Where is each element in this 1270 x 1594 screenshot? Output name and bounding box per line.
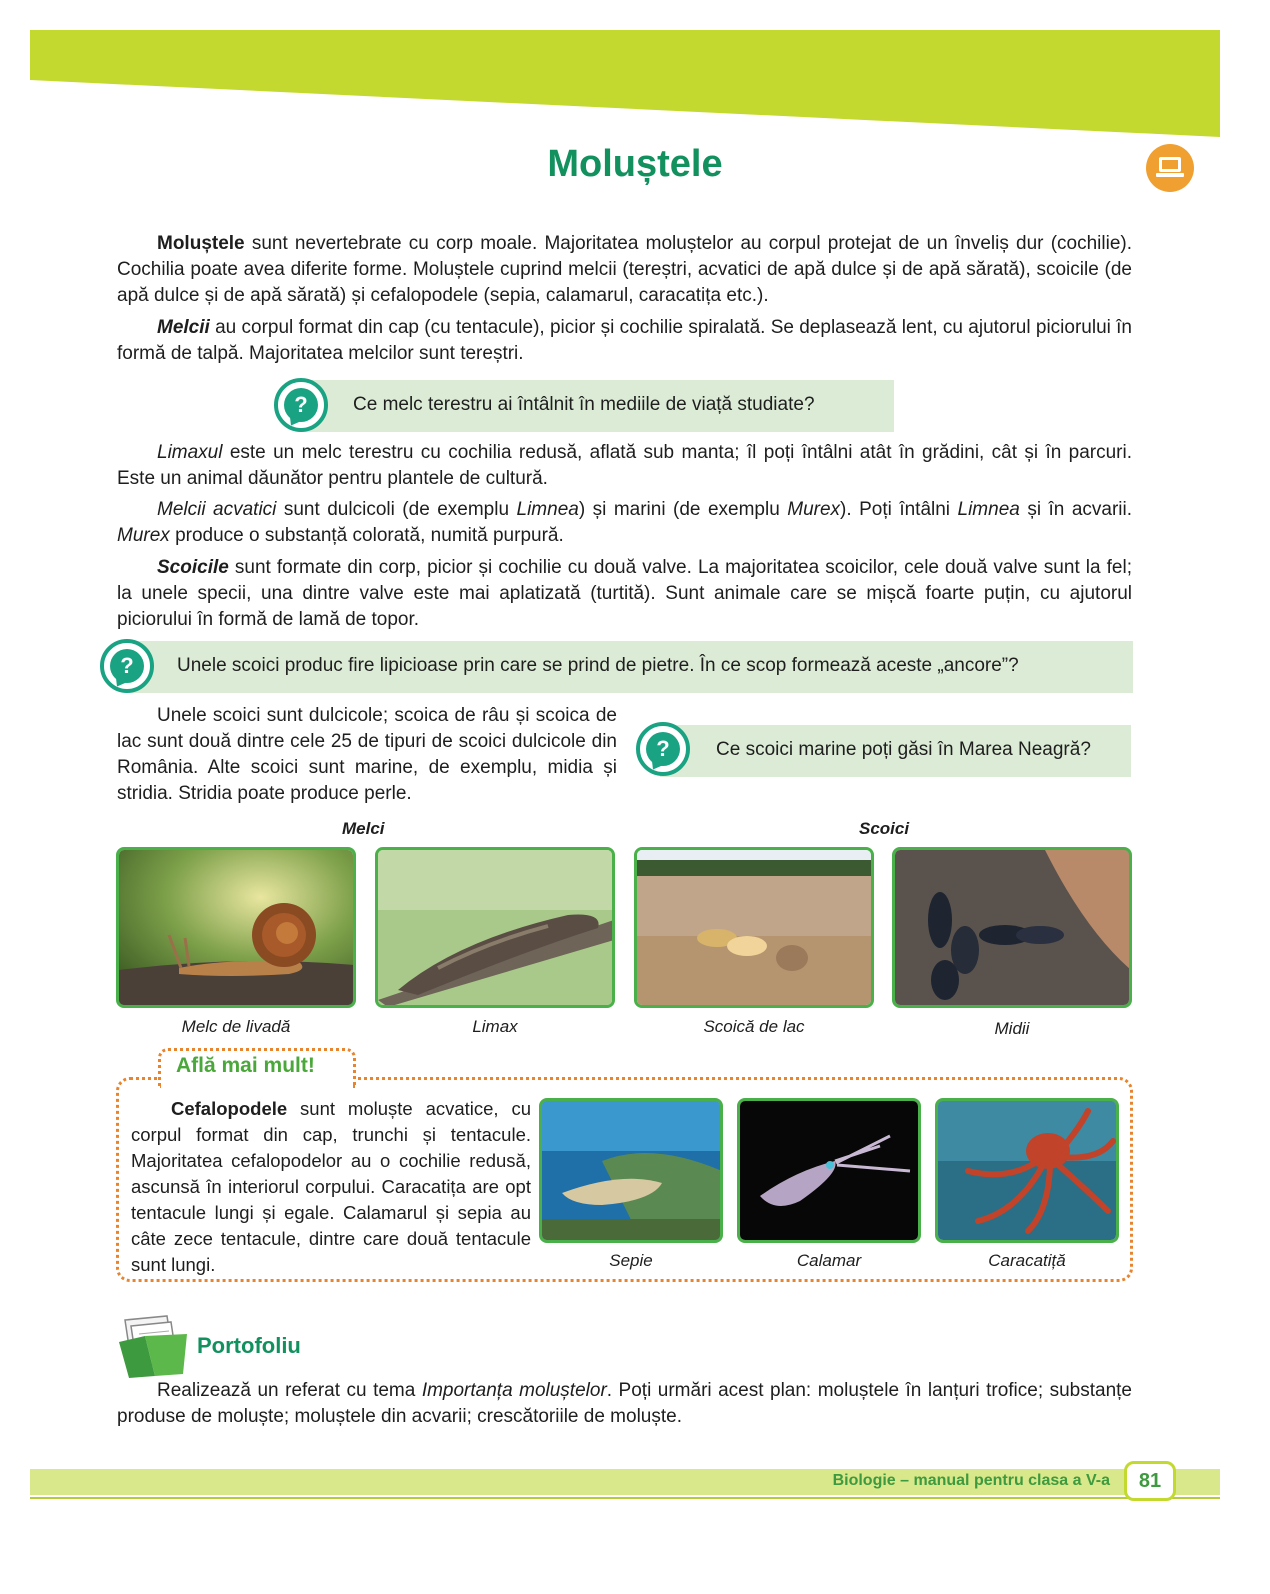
photo-melc-de-livada — [116, 847, 356, 1008]
text-fragment: sunt dulcicoli (de exemplu — [276, 499, 517, 520]
paragraph-scoici-dulcicole-text: Unele scoici sunt dulcicole; scoica de râu și scoica de lac sunt două dintre cele 25 de tipuri de scoici dulcicole din România. Alte scoici sunt marine, de exemplu, midia și stridia. Stridia poate produce perle. — [117, 705, 617, 804]
paragraph-scoicile-text: sunt formate din corp, picior și cochilie cu două valve. La majoritatea scoicilor, cele două valve sunt la fel; la unele specii, una dintre valve este mai aplatizată (turtită). Sunt animale care se mișcă foarte puțin, cu ajutorul piciorului în formă de lamă de topor. — [117, 557, 1132, 630]
term-melcii-acvatici: Melcii acvatici — [157, 499, 277, 520]
term-cefalopodele: Cefalopodele — [171, 1098, 288, 1119]
paragraph-intro-text: sunt nevertebrate cu corp moale. Majoritatea moluștelor au corpul protejat de un înveliș dur (cochilie). Cochilia poate avea diferite forme. Moluștele cuprind melcii (tereștri, acvatici de apă dulce și de apă sărată), scoicile (de apă dulce și de apă sărată) și cefalopodele (sepia, calamarul, caracatița etc.). — [117, 233, 1132, 306]
paragraph-scoicile — [117, 555, 1132, 633]
group-label-scoici: Scoici — [859, 819, 910, 838]
caption-limax: Limax — [472, 1017, 518, 1036]
paragraph-intro — [117, 231, 1132, 309]
paragraph-melcii — [117, 315, 1132, 367]
portfolio-title: Portofoliu — [197, 1333, 301, 1358]
photo-midii — [892, 847, 1132, 1008]
term-importanta-molustelor: Importanța moluștelor — [421, 1380, 607, 1401]
term-murex: Murex — [787, 499, 841, 520]
footer-line — [30, 1497, 1220, 1499]
text-fragment: ). Poți întâlni — [840, 499, 958, 520]
term-limnea: Limnea — [516, 499, 579, 520]
learn-more-text — [131, 1096, 531, 1278]
caption-midii: Midii — [994, 1019, 1030, 1038]
caption-sepie: Sepie — [609, 1251, 653, 1270]
text-fragment: ) și marini (de exemplu — [578, 499, 788, 520]
header-banner — [0, 0, 1270, 150]
group-label-melci: Melci — [342, 819, 385, 838]
question-icon: ? — [100, 639, 154, 693]
paragraph-melcii-text: au corpul format din cap (cu tentacule), picior și cochilie spiralată. Se deplasează lent, cu ajutorul piciorului în formă de talpă. Majoritatea melcilor sunt tereștri. — [117, 317, 1132, 364]
term-limnea: Limnea — [957, 499, 1020, 520]
caption-calamar: Calamar — [796, 1251, 862, 1270]
photo-scoica-de-lac — [634, 847, 874, 1008]
term-limaxul: Limaxul — [157, 442, 223, 463]
question-icon: ? — [274, 378, 328, 432]
caption-scoica-de-lac: Scoică de lac — [703, 1017, 805, 1036]
term-scoicile: Scoicile — [157, 557, 229, 578]
paragraph-limax-text: este un melc terestru cu cochilia redusă, aflată sub manta; îl poți întâlni atât în grădini, cât și în parcuri. Este un animal dăunător pentru plantele de cultură. — [117, 442, 1132, 489]
photo-calamar — [737, 1098, 921, 1243]
question-text-1: Ce melc terestru ai întâlnit în mediile de viață studiate? — [353, 394, 815, 415]
text-fragment: Realizează un referat cu tema — [157, 1380, 422, 1401]
caption-caracatita: Caracatiță — [988, 1251, 1066, 1270]
question-text-3: Ce scoici marine poți găsi în Marea Neagră? — [716, 739, 1091, 760]
learn-more-text-body: sunt moluște acvatice, cu corpul format din cap, trunchi și tentacule. Majoritatea cefalopodelor au o cochilie redusă, ascunsă în interiorul corpului. Caracatița are opt tentacule lungi și egale. Calamarul și sepia au câte zece tentacule, dintre care două tentacule sunt lungi. — [131, 1098, 531, 1275]
photo-sepie — [539, 1098, 723, 1243]
caption-melc-de-livada: Melc de livadă — [181, 1017, 291, 1036]
term-murex: Murex — [117, 525, 170, 546]
paragraph-limax — [117, 440, 1132, 492]
photo-limax — [375, 847, 615, 1008]
text-fragment: produce o substanță colorată, numită purpură. — [169, 525, 564, 546]
footer-book-title: Biologie – manual pentru clasa a V-a — [832, 1472, 1110, 1489]
folder-icon — [115, 1312, 195, 1380]
term-melcii: Melcii — [157, 317, 210, 338]
page-number: 81 — [1124, 1461, 1176, 1501]
computer-icon[interactable] — [1146, 144, 1194, 192]
paragraph-scoici-dulcicole — [117, 703, 617, 807]
text-fragment: . Poți urmări acest plan: moluștele în lanțuri trofice; substanțe produse de moluște; moluștele din acvarii; crescătoriile de moluște. — [117, 1380, 1132, 1427]
term-molustele: Moluștele — [157, 233, 245, 254]
photo-caracatita — [935, 1098, 1119, 1243]
text-fragment: și în acvarii. — [1019, 499, 1133, 520]
portfolio-text — [117, 1378, 1132, 1430]
learn-more-title: Află mai mult! — [176, 1054, 315, 1077]
page-title: Moluștele — [547, 143, 723, 185]
paragraph-acvatici — [117, 497, 1132, 549]
question-text-2: Unele scoici produc fire lipicioase prin care se prind de pietre. În ce scop formează aceste „ancore”? — [177, 655, 1019, 676]
question-icon: ? — [636, 722, 690, 776]
